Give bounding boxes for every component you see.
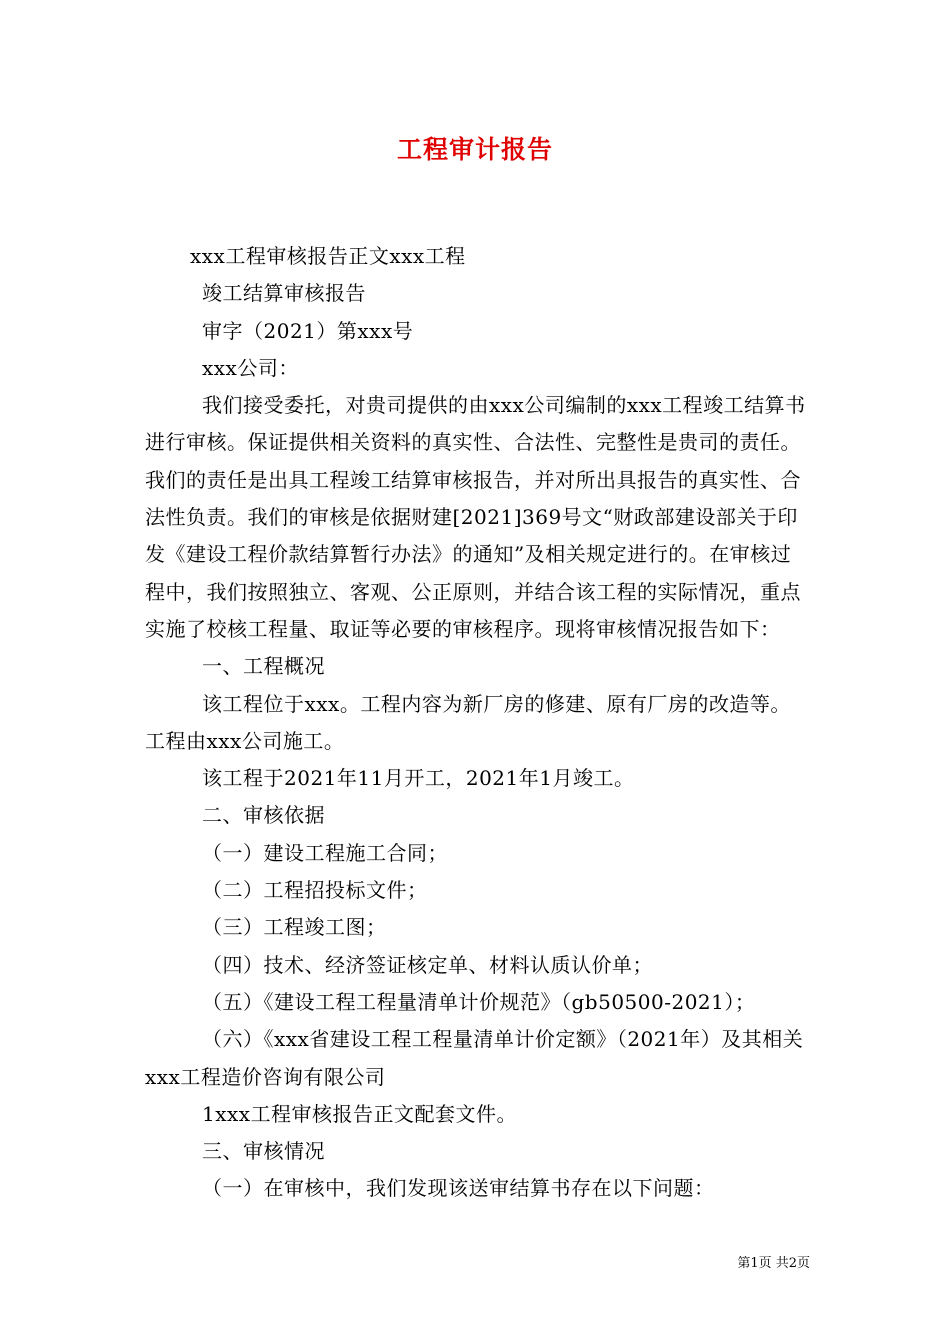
report-heading-line: xxx工程审核报告正文xxx工程 <box>190 244 466 268</box>
basis-item: （一）建设工程施工合同； <box>202 840 448 865</box>
report-subtitle: 竣工结算审核报告 <box>202 281 366 306</box>
basis-item: （三）工程竣工图； <box>202 915 387 940</box>
page-number: 第1页 共2页 <box>737 1256 810 1271</box>
intro-paragraph: 我们接受委托，对贵司提供的由xxx公司编制的xxx工程竣工结算书进行审核。保证提供相关资料的真实性、合法性、完整性是贵司的责任。我们的责任是出具工程竣工结算审核报告，并对所出具报告的真实性、合法性负责。我们的审核是依据财建[2021]369号文“财政部建设部关于印发《建设工程价款结算暂行办法》的通知”及相关规定进行的。在审核过程中，我们按照独立、客观、公正原则，并结合该工程的实际情况，重点实施了校核工程量、取证等必要的审核程序。现将审核情况报告如下： <box>145 393 806 641</box>
section-heading-overview: 一、工程概况 <box>202 654 325 679</box>
section-heading-findings: 三、审核情况 <box>202 1139 325 1164</box>
basis-item: （四）技术、经济签证核定单、材料认质认价单； <box>202 952 653 977</box>
basis-item: （二）工程招投标文件； <box>202 878 428 903</box>
section-heading-basis: 二、审核依据 <box>202 803 325 828</box>
basis-item: （六）《xxx省建设工程工程量清单计价定额》（2021年）及其相关xxx工程造价咨询有限公司 <box>145 1027 804 1089</box>
report-number: 审字（2021）第xxx号 <box>202 318 414 343</box>
supporting-docs-line: 1xxx工程审核报告正文配套文件。 <box>202 1101 518 1126</box>
basis-item: （五）《建设工程工程量清单计价规范》（gb50500-2021）； <box>202 989 756 1014</box>
schedule-paragraph: 该工程于2021年11月开工，2021年1月竣工。 <box>202 766 635 791</box>
findings-item: （一）在审核中，我们发现该送审结算书存在以下问题： <box>202 1176 715 1201</box>
document-title: 工程审计报告 <box>396 135 553 164</box>
overview-paragraph: 该工程位于xxx。工程内容为新厂房的修建、原有厂房的改造等。工程由xxx公司施工。 <box>145 691 791 753</box>
document-body <box>145 238 810 1208</box>
addressee: xxx公司： <box>202 355 299 380</box>
